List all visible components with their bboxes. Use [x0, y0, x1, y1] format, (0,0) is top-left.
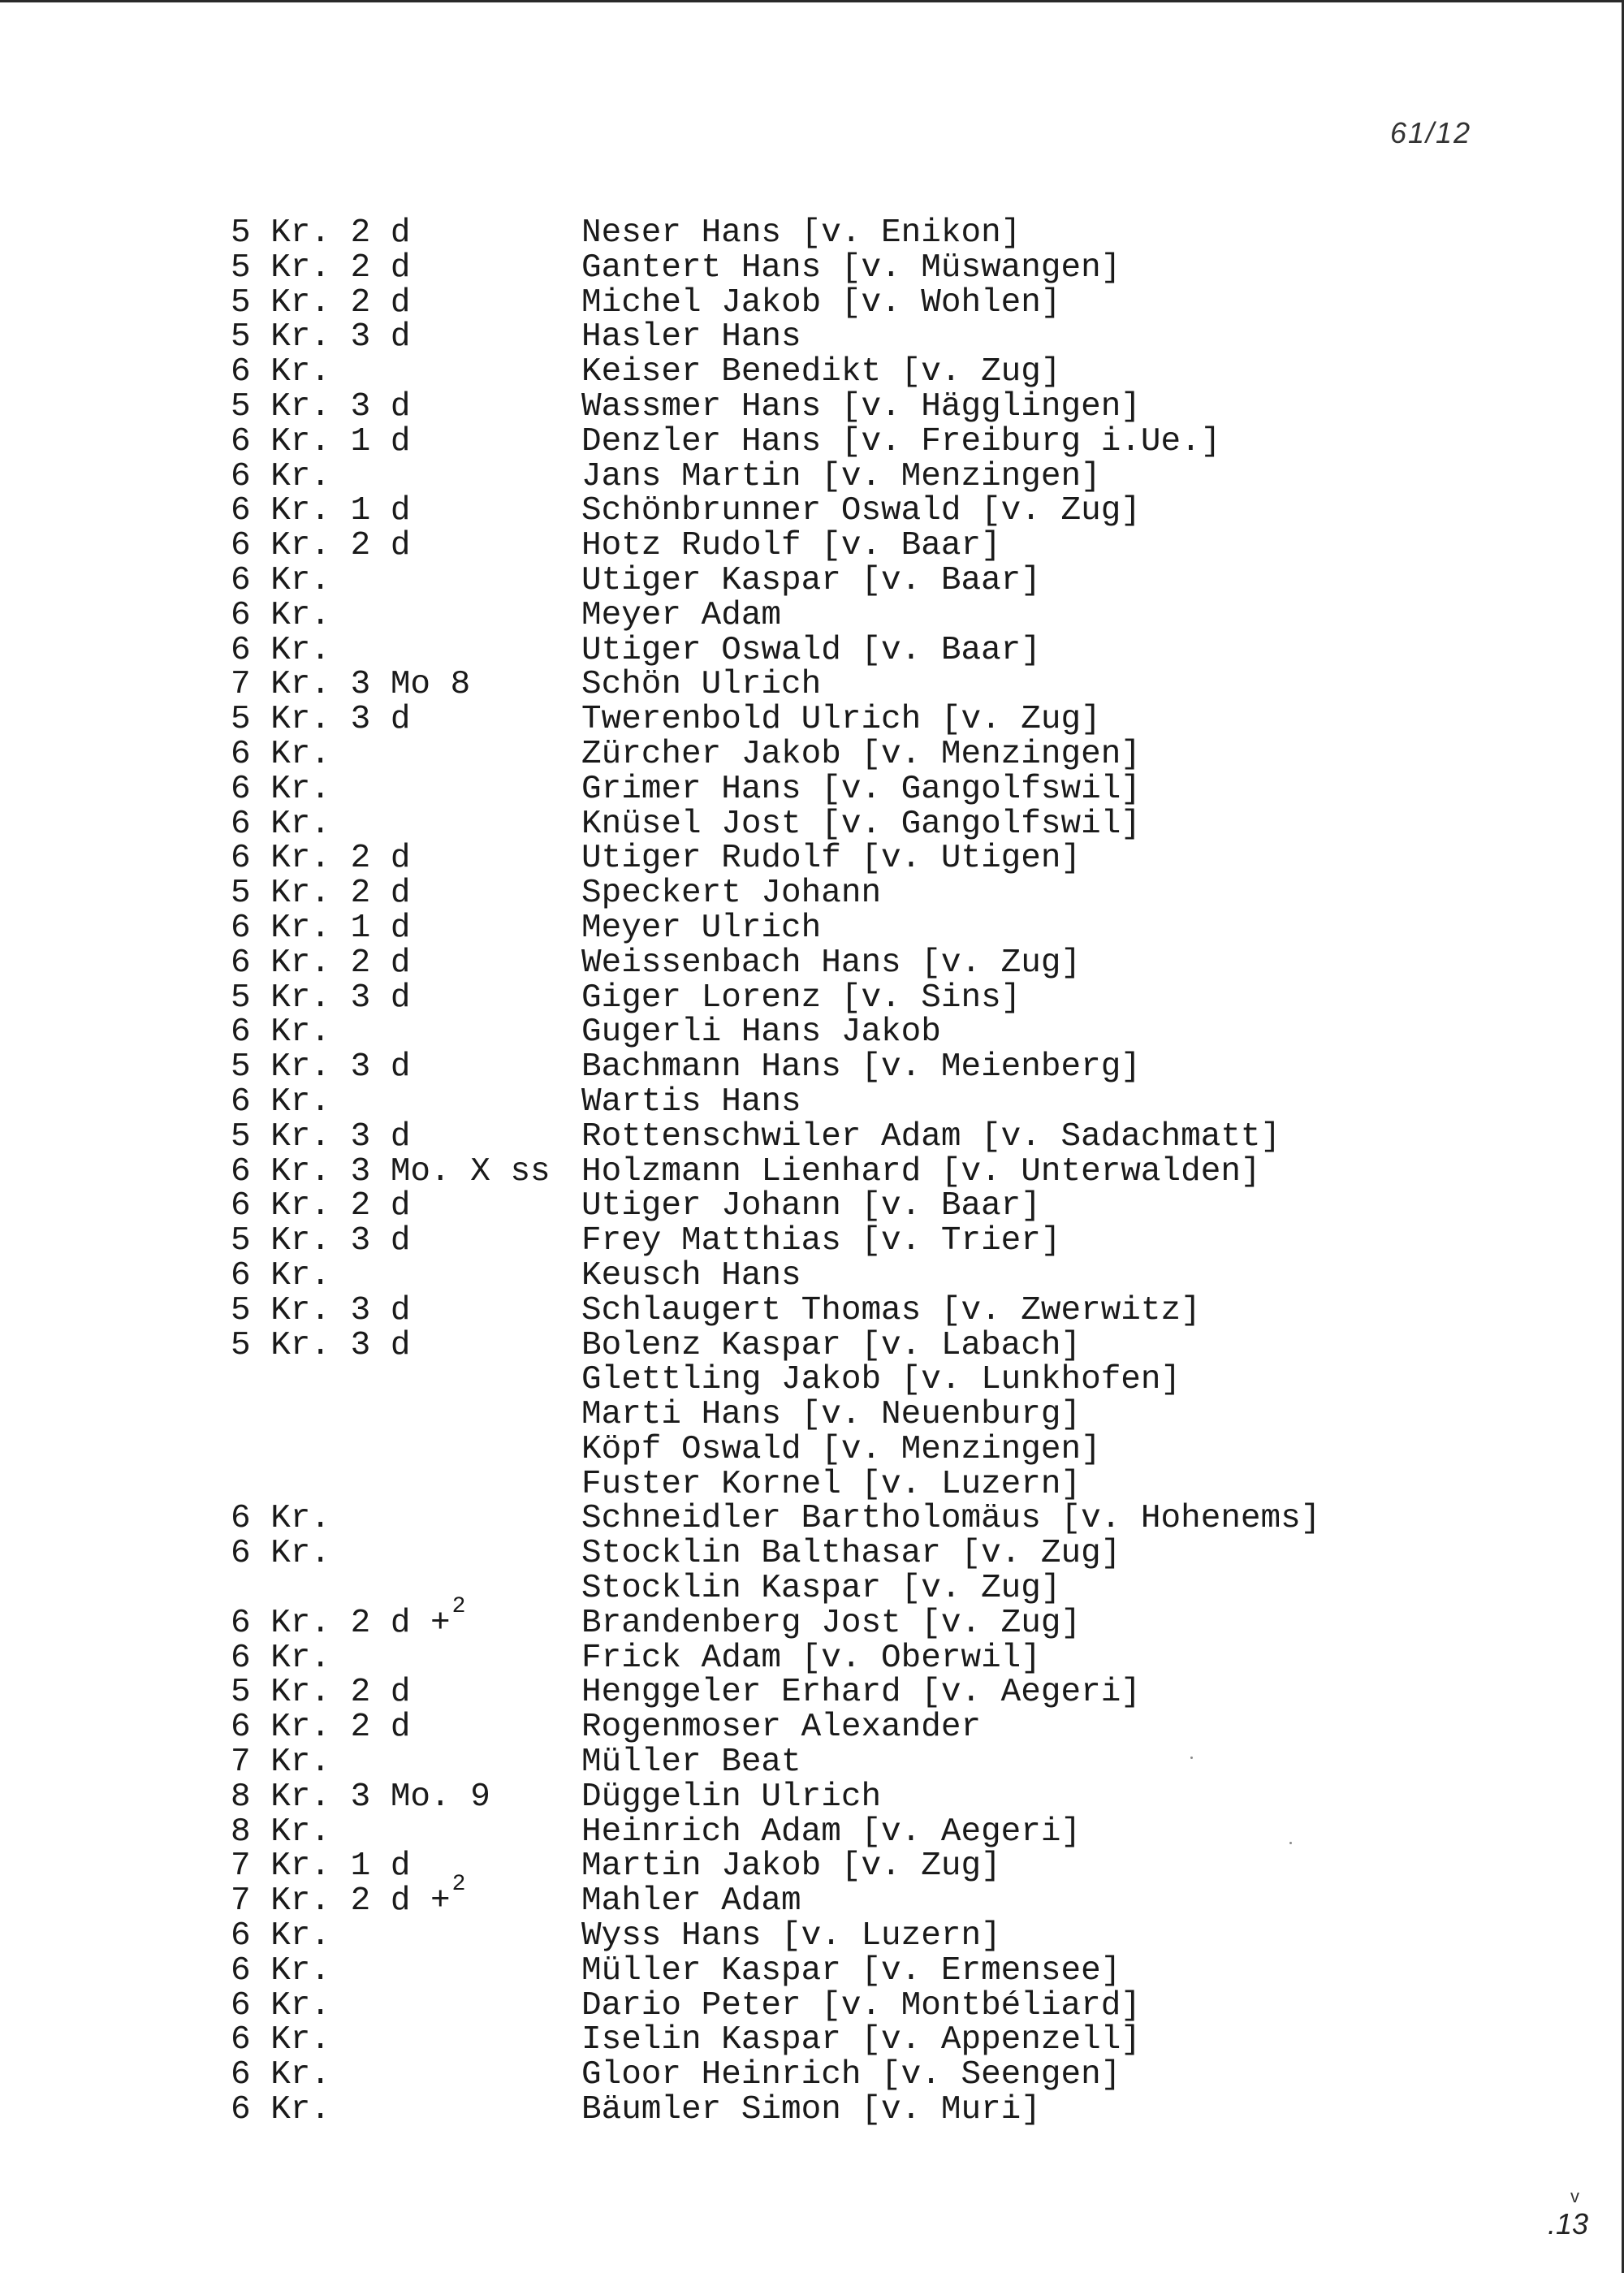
entry-amount-text: 6 Kr. 2 d: [231, 1709, 411, 1747]
list-item: [231, 1117, 1384, 1156]
list-item: [231, 911, 1384, 946]
entry-amount-text: 5 Kr. 3 d: [231, 701, 411, 739]
entry-amount-superscript: 2: [451, 1593, 466, 1619]
list-item: [231, 2093, 1384, 2128]
list-item: [231, 1641, 1384, 1676]
entry-amount-text: 5 Kr. 3 d: [231, 1117, 411, 1156]
list-item: [231, 1502, 1384, 1536]
entry-amount-text: 6 Kr. 3 Mo. X ss: [231, 1152, 551, 1191]
entry-amount: [231, 1082, 331, 1121]
list-item: [231, 772, 1384, 807]
entry-amount-text: 6 Kr. 2 d: [231, 1187, 411, 1225]
entry-amount-superscript: 2: [451, 1872, 466, 1898]
entry-amount-text: 5 Kr. 2 d: [231, 214, 411, 252]
entry-amount-text: 6 Kr.: [231, 1639, 331, 1677]
entry-name: Giger Lorenz [v. Sins]: [581, 979, 1021, 1017]
list-item: [231, 1467, 1384, 1502]
entry-amount: [231, 1872, 466, 1922]
entry-amount: [231, 494, 410, 529]
list-item: [231, 1780, 1384, 1815]
entry-amount-text: 5 Kr. 2 d: [231, 875, 411, 913]
entry-amount-text: 5 Kr. 3 d: [231, 1048, 411, 1087]
entry-name: Marti Hans [v. Neuenburg]: [581, 1396, 1082, 1434]
entry-name: Neser Hans [v. Enikon]: [581, 214, 1021, 252]
entry-amount: [231, 1675, 410, 1710]
entry-amount: [231, 1641, 330, 1676]
entry-amount: [231, 1710, 410, 1745]
entry-amount: [231, 737, 330, 772]
entry-amount: [231, 1502, 330, 1536]
entry-name: Weissenbach Hans [v. Zug]: [581, 944, 1082, 982]
entry-name: Bäumler Simon [v. Muri]: [581, 2091, 1041, 2129]
list-item: [231, 387, 1384, 426]
entry-name: Zürcher Jakob [v. Menzingen]: [581, 735, 1141, 773]
entry-name: Frey Matthias [v. Trier]: [581, 1222, 1061, 1260]
list-item: [231, 457, 1384, 495]
entry-name: Meyer Adam: [581, 596, 782, 634]
list-item: [231, 702, 1384, 737]
list-item: [231, 216, 1384, 251]
entry-amount: [231, 668, 470, 702]
entry-name: Dario Peter [v. Montbéliard]: [581, 1986, 1141, 2025]
entry-name: Rogenmoser Alexander: [581, 1709, 982, 1747]
list-item: [231, 561, 1384, 599]
entry-amount-text: 6 Kr.: [231, 2091, 331, 2129]
entry-name: Mahler Adam: [581, 1882, 801, 1921]
entry-name: Meyer Ulrich: [581, 909, 822, 947]
entry-name: Schneidler Bartholomäus [v. Hohenems]: [581, 1500, 1321, 1538]
entry-amount: [231, 807, 330, 842]
entry-amount: [231, 529, 410, 564]
entry-amount: [231, 1951, 331, 1990]
list-item: [231, 494, 1384, 529]
list-item: [231, 1919, 1384, 1954]
entry-amount: [231, 1986, 331, 2025]
list-item: [231, 1951, 1384, 1990]
entry-name: Michel Jakob [v. Wohlen]: [581, 283, 1061, 322]
entry-amount-text: 7 Kr. 1 d: [231, 1847, 411, 1886]
page-number: 61/12: [1390, 116, 1472, 149]
entry-name: Utiger Rudolf [v. Utigen]: [581, 840, 1082, 878]
entry-name: Hotz Rudolf [v. Baar]: [581, 527, 1001, 565]
entry-amount-text: 5 Kr. 2 d: [231, 248, 411, 287]
entry-amount-text: 6 Kr.: [231, 2056, 331, 2094]
entry-amount-text: 6 Kr.: [231, 1917, 331, 1955]
page-border-top: [0, 0, 1624, 2]
entry-amount-text: 6 Kr. 2 d: [231, 527, 411, 565]
list-item: [231, 1326, 1384, 1364]
list-item: [231, 1593, 1384, 1642]
entry-amount-text: 6 Kr.: [231, 457, 331, 495]
entry-name: Utiger Kaspar [v. Baar]: [581, 561, 1041, 599]
entry-name: Holzmann Lienhard [v. Unterwalden]: [581, 1152, 1261, 1191]
entry-amount-text: 8 Kr.: [231, 1813, 331, 1851]
entry-amount-text: 6 Kr. 2 d: [231, 840, 411, 878]
entry-amount-text: 7 Kr.: [231, 1744, 331, 1782]
entry-name: Wyss Hans [v. Luzern]: [581, 1917, 1001, 1955]
entry-amount: [231, 1849, 410, 1884]
entry-amount-text: 6 Kr.: [231, 1256, 331, 1294]
entry-amount: [231, 1291, 411, 1329]
entry-amount-text: 6 Kr. 1 d: [231, 492, 411, 530]
list-item: [231, 1050, 1384, 1085]
entry-amount: [231, 876, 410, 911]
entry-amount-text: 6 Kr.: [231, 770, 331, 808]
entry-amount: [231, 1015, 330, 1050]
list-item: [231, 946, 1384, 981]
entry-name: Müller Beat: [581, 1744, 801, 1782]
entry-name: Fuster Kornel [v. Luzern]: [581, 1465, 1082, 1503]
entry-name: Wassmer Hans [v. Hägglingen]: [581, 387, 1141, 426]
entry-amount-text: 5 Kr. 3 d: [231, 387, 411, 426]
entry-amount: [231, 1780, 490, 1815]
entry-amount: [231, 355, 330, 390]
scan-speck: [1190, 1757, 1193, 1759]
entry-amount: [231, 946, 410, 981]
entry-amount: [231, 1152, 551, 1191]
list-item: [231, 1224, 1384, 1259]
entry-name: Schönbrunner Oswald [v. Zug]: [581, 492, 1141, 530]
entry-amount-text: 6 Kr.: [231, 805, 331, 843]
entry-list: [231, 216, 1384, 2128]
entry-name: Grimer Hans [v. Gangolfswil]: [581, 770, 1141, 808]
entry-amount-text: 6 Kr.: [231, 1986, 331, 2025]
entry-amount: [231, 1224, 410, 1259]
entry-amount-text: 5 Kr. 3 d: [231, 979, 411, 1017]
entry-amount-text: 5 Kr. 2 d: [231, 283, 411, 322]
entry-name: Bachmann Hans [v. Meienberg]: [581, 1048, 1141, 1087]
list-item: [231, 1872, 1384, 1921]
entry-amount: [231, 633, 330, 668]
list-item: [231, 2023, 1384, 2058]
entry-name: Rottenschwiler Adam [v. Sadachmatt]: [581, 1117, 1281, 1156]
list-item: [231, 668, 1384, 702]
entry-name: Brandenberg Jost [v. Zug]: [581, 1604, 1082, 1642]
entry-amount-text: 5 Kr. 3 d: [231, 318, 411, 357]
entry-amount: [231, 1536, 330, 1571]
entry-name: Gantert Hans [v. Müswangen]: [581, 248, 1121, 287]
entry-name: Utiger Johann [v. Baar]: [581, 1187, 1041, 1225]
entry-amount: [231, 1815, 330, 1850]
list-item: [231, 1152, 1384, 1191]
list-item: [231, 529, 1384, 564]
list-item: [231, 1015, 1384, 1050]
entry-name: Gloor Heinrich [v. Seengen]: [581, 2056, 1121, 2094]
entry-name: Hasler Hans: [581, 318, 801, 357]
list-item: [231, 248, 1384, 287]
scan-speck: [1289, 1842, 1292, 1844]
entry-amount: [231, 598, 330, 633]
list-item: [231, 283, 1384, 322]
entry-amount: [231, 841, 410, 876]
entry-amount: [231, 911, 410, 946]
list-item: [231, 876, 1384, 911]
entry-name: Keiser Benedikt [v. Zug]: [581, 353, 1061, 391]
entry-amount: [231, 1050, 410, 1085]
entry-name: Düggelin Ulrich: [581, 1778, 882, 1816]
entry-name: Gugerli Hans Jakob: [581, 1013, 941, 1052]
list-item: [231, 1082, 1384, 1121]
entry-name: Bolenz Kaspar [v. Labach]: [581, 1326, 1082, 1364]
entry-amount-text: 6 Kr.: [231, 1535, 331, 1573]
entry-amount: [231, 1256, 331, 1294]
entry-amount: [231, 1189, 410, 1224]
entry-amount: [231, 320, 410, 355]
list-item: [231, 1849, 1384, 1884]
list-item: [231, 1745, 1384, 1780]
list-item: [231, 1571, 1384, 1606]
entry-amount: [231, 1919, 330, 1954]
entry-amount-text: 5 Kr. 3 d: [231, 1326, 411, 1364]
entry-amount: [231, 1326, 411, 1364]
entry-amount: [231, 1593, 466, 1644]
entry-amount-text: 6 Kr. 2 d: [231, 944, 411, 982]
entry-amount-text: 5 Kr. 2 d: [231, 1674, 411, 1712]
entry-name: Heinrich Adam [v. Aegeri]: [581, 1813, 1082, 1851]
list-item: [231, 633, 1384, 668]
list-item: [231, 1675, 1384, 1710]
entry-amount: [231, 772, 330, 807]
list-item: [231, 1815, 1384, 1850]
entry-amount-text: 6 Kr.: [231, 1951, 331, 1990]
entry-amount-text: 6 Kr. 1 d: [231, 909, 411, 947]
entry-name: Speckert Johann: [581, 875, 882, 913]
corner-mark-caron: v: [1570, 2186, 1579, 2206]
entry-amount-text: 6 Kr.: [231, 353, 331, 391]
entry-amount-text: 6 Kr.: [231, 1500, 331, 1538]
entry-name: Iselin Kaspar [v. Appenzell]: [581, 2021, 1141, 2059]
entry-name: Martin Jakob [v. Zug]: [581, 1847, 1001, 1886]
entry-amount: [231, 702, 410, 737]
list-item: [231, 807, 1384, 842]
entry-amount: [231, 981, 410, 1016]
list-item: [231, 981, 1384, 1016]
entry-amount-text: 6 Kr.: [231, 596, 331, 634]
corner-mark: .13: [1548, 2207, 1589, 2241]
entry-amount: [231, 248, 411, 287]
entry-amount: [231, 1117, 411, 1156]
entry-amount: [231, 2023, 330, 2058]
entry-name: Wartis Hans: [581, 1082, 801, 1121]
entry-amount: [231, 1745, 330, 1780]
entry-name: Schlaugert Thomas [v. Zwerwitz]: [581, 1291, 1201, 1329]
entry-name: Stocklin Kaspar [v. Zug]: [581, 1570, 1061, 1608]
list-item: [231, 1986, 1384, 2025]
list-item: [231, 1363, 1384, 1398]
entry-amount: [231, 457, 331, 495]
entry-amount-text: 7 Kr. 2 d +: [231, 1882, 451, 1921]
entry-amount: [231, 2093, 330, 2128]
entry-name: Henggeler Erhard [v. Aegeri]: [581, 1674, 1141, 1712]
entry-name: Schön Ulrich: [581, 666, 822, 704]
entry-name: Twerenbold Ulrich [v. Zug]: [581, 701, 1101, 739]
entry-amount: [231, 561, 331, 599]
list-item: [231, 355, 1384, 390]
list-item: [231, 1430, 1384, 1468]
list-item: [231, 1710, 1384, 1745]
entry-amount-text: 8 Kr. 3 Mo. 9: [231, 1778, 490, 1816]
list-item: [231, 1189, 1384, 1224]
list-item: [231, 2058, 1384, 2093]
list-item: [231, 1291, 1384, 1329]
list-item: [231, 598, 1384, 633]
entry-amount-text: 6 Kr.: [231, 561, 331, 599]
entry-name: Keusch Hans: [581, 1256, 801, 1294]
entry-amount-text: 6 Kr. 1 d: [231, 422, 411, 460]
entry-amount: [231, 216, 410, 251]
list-item: [231, 841, 1384, 876]
entry-name: Denzler Hans [v. Freiburg i.Ue.]: [581, 422, 1221, 460]
list-item: [231, 422, 1384, 460]
entry-amount-text: 6 Kr.: [231, 1082, 331, 1121]
entry-name: Stocklin Balthasar [v. Zug]: [581, 1535, 1121, 1573]
entry-amount-text: 5 Kr. 3 d: [231, 1291, 411, 1329]
entry-amount: [231, 422, 411, 460]
entry-amount-text: 5 Kr. 3 d: [231, 1222, 411, 1260]
list-item: [231, 737, 1384, 772]
entry-amount-text: 6 Kr.: [231, 631, 331, 669]
list-item: [231, 1256, 1384, 1294]
entry-amount: [231, 2058, 330, 2093]
entry-amount: [231, 387, 411, 426]
entry-name: Frick Adam [v. Oberwil]: [581, 1639, 1041, 1677]
list-item: [231, 1398, 1384, 1433]
entry-name: Utiger Oswald [v. Baar]: [581, 631, 1041, 669]
list-item: [231, 320, 1384, 355]
entry-amount-text: 6 Kr. 2 d +: [231, 1604, 451, 1642]
entry-amount-text: 6 Kr.: [231, 735, 331, 773]
list-item: [231, 1536, 1384, 1571]
entry-amount-text: 6 Kr.: [231, 1013, 331, 1052]
entry-name: Glettling Jakob [v. Lunkhofen]: [581, 1361, 1181, 1399]
entry-amount-text: 7 Kr. 3 Mo 8: [231, 666, 471, 704]
entry-name: Knüsel Jost [v. Gangolfswil]: [581, 805, 1141, 843]
entry-amount: [231, 283, 411, 322]
entry-name: Müller Kaspar [v. Ermensee]: [581, 1951, 1121, 1990]
entry-amount-text: 6 Kr.: [231, 2021, 331, 2059]
entry-name: Jans Martin [v. Menzingen]: [581, 457, 1101, 495]
entry-name: Köpf Oswald [v. Menzingen]: [581, 1430, 1101, 1468]
